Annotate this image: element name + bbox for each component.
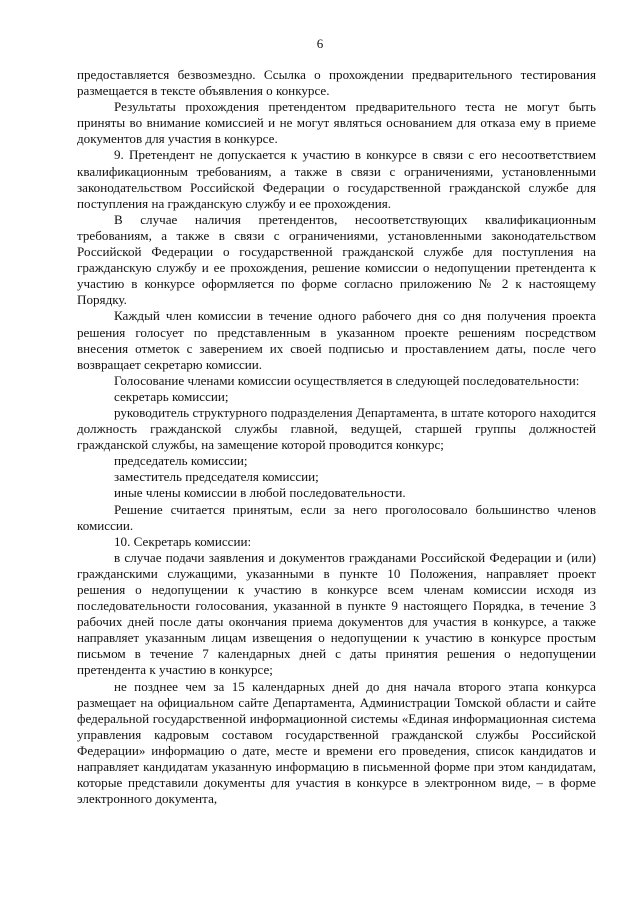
page-number: 6 bbox=[316, 36, 324, 51]
paragraph: в случае подачи заявления и документов гражданами Российской Федерации и (или) гражданскими служащими, указанными в пункте 10 Положения, направляет проект решения о недопущении к участию в конкурсе всем членам комиссии исходя из последовательности голосования, указанной в пункте 9 настоящего Порядка, в течение 3 рабочих дней после даты окончания приема документов для участия в конкурсе, а также направляет указанным лицам извещения о недопущении к участию в конкурсе простым письмом в течение 7 календарных дней с даты принятия решения о недопущении претендента к участию в конкурсе; bbox=[77, 549, 596, 678]
paragraph: В случае наличия претендентов, несоответствующих квалификационным требованиям, а также в связи с ограничениями, установленными законодательством Российской Федерации о государственной гражданской службе для поступления на гражданскую службу и ее прохождения, решение комиссии о недопущении претендента к участию в конкурсе оформляется по форме согласно приложению № 2 к настоящему Порядку. bbox=[77, 211, 596, 308]
paragraph: предоставляется безвозмездно. Ссылка о прохождении предварительного тестирования размещается в тексте объявления о конкурсе. bbox=[77, 67, 596, 99]
paragraph: руководитель структурного подразделения Департамента, в штате которого находится должность гражданской службы главной, ведущей, старшей группы должностей гражданской службы, на замещение которой проводится конкурс; bbox=[77, 404, 596, 453]
paragraph: 9. Претендент не допускается к участию в конкурсе в связи с его несоответствием квалификационным требованиям, а также в связи с ограничениями, установленными законодательством Российской Федерации о государственной гражданской службе для поступления на гражданскую службу и ее прохождения. bbox=[77, 147, 596, 211]
paragraph: Каждый член комиссии в течение одного рабочего дня со дня получения проекта решения голосует по представленным в указанном проекте решениям посредством внесения отметок с заверением их своей подписью и проставлением даты, после чего возвращает секретарю комиссии. bbox=[77, 308, 596, 372]
paragraph: не позднее чем за 15 календарных дней до дня начала второго этапа конкурса размещает на официальном сайте Департамента, Администрации Томской области и сайте федеральной государственной информационной системы «Единая информационная система управления кадровым составом государственной гражданской службы Российской Федерации» информацию о дате, месте и времени его проведения, список кандидатов и направляет кандидатам указанную информацию в письменной форме при этом кандидатам, которые представили документы для участия в конкурсе в электронном виде, – в форме электронного документа, bbox=[77, 678, 596, 807]
paragraph: секретарь комиссии; bbox=[114, 388, 229, 404]
paragraph: Голосование членами комиссии осуществляется в следующей последовательности: bbox=[114, 372, 580, 388]
paragraph: председатель комиссии; bbox=[114, 453, 248, 469]
paragraph: Результаты прохождения претендентом предварительного теста не могут быть приняты во внимание комиссией и не могут являться основанием для отказа ему в приеме документов для участия в конкурсе. bbox=[77, 99, 596, 147]
paragraph: Решение считается принятым, если за него проголосовало большинство членов комиссии. bbox=[77, 501, 596, 533]
paragraph: заместитель председателя комиссии; bbox=[114, 469, 319, 485]
paragraph: иные члены комиссии в любой последовательности. bbox=[114, 485, 406, 501]
paragraph: 10. Секретарь комиссии: bbox=[114, 533, 252, 549]
document-body bbox=[77, 67, 596, 807]
